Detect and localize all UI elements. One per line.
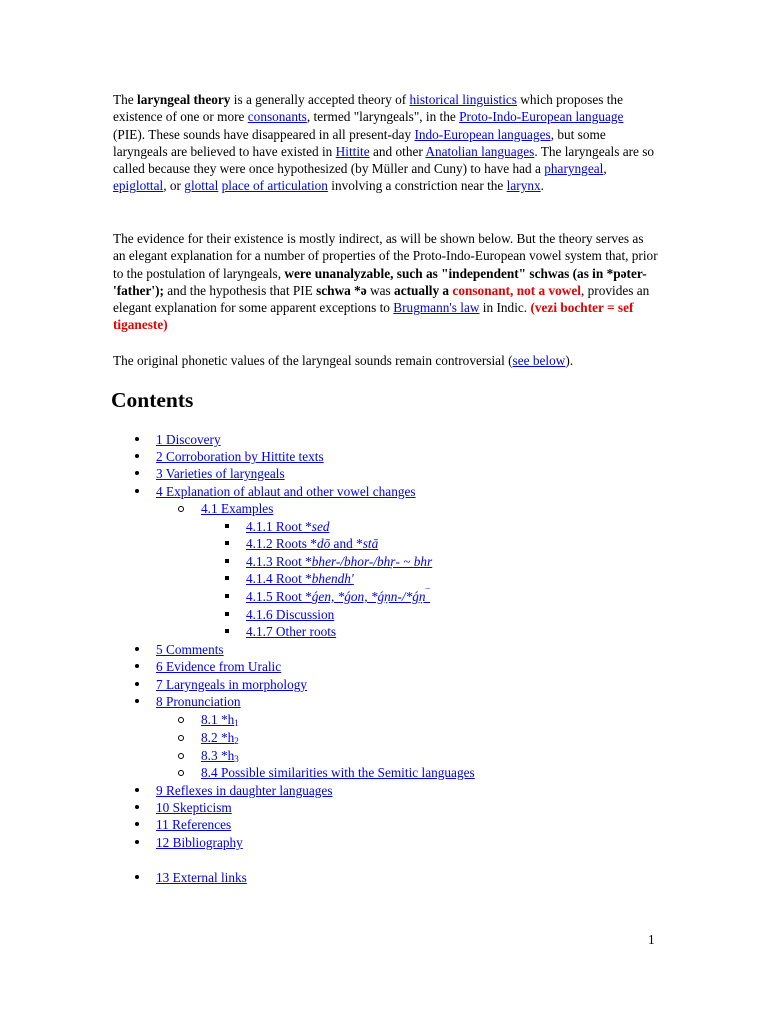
link-indo-european-languages[interactable]: Indo-European languages xyxy=(414,126,551,142)
toc-link-ablaut[interactable]: 4 Explanation of ablaut and other vowel changes xyxy=(156,484,416,499)
bullet-icon xyxy=(135,822,139,826)
text: ). xyxy=(565,353,574,368)
bullet-icon xyxy=(135,840,139,844)
toc-label: 8.3 *h xyxy=(201,748,235,763)
bullet-icon xyxy=(135,875,139,879)
text: (PIE). These sounds have disappeared in all present-day xyxy=(113,126,415,142)
bullet-icon xyxy=(135,454,139,458)
square-bullet-icon xyxy=(225,629,229,633)
text: , xyxy=(603,161,607,177)
link-larynx[interactable]: larynx xyxy=(506,178,541,194)
toc-link-comments[interactable]: 5 Comments xyxy=(156,642,224,657)
toc-label: and * xyxy=(330,536,363,551)
toc-label-italic: stā xyxy=(362,536,379,551)
link-historical-linguistics[interactable]: historical linguistics xyxy=(409,92,517,107)
toc-link-root-bhendh[interactable] xyxy=(246,570,354,587)
link-anatolian-languages[interactable]: Anatolian languages xyxy=(425,143,535,159)
square-bullet-icon xyxy=(225,541,229,545)
toc-label-italic: dō xyxy=(316,536,331,551)
toc-link-semitic[interactable]: 8.4 Possible similarities with the Semitic languages xyxy=(201,765,475,780)
toc-link-other-roots[interactable]: 4.1.7 Other roots xyxy=(246,624,337,639)
text: , termed "laryngeals", in the xyxy=(306,109,460,125)
page-number: 1 xyxy=(648,932,655,947)
link-see-below[interactable]: see below xyxy=(512,353,566,368)
circle-bullet-icon xyxy=(178,753,184,759)
text: . xyxy=(540,178,544,194)
square-bullet-icon xyxy=(225,559,229,563)
toc-label-subscript: 3 xyxy=(234,754,239,764)
red-note: (vezi bochter = sef tiganeste) xyxy=(113,300,634,333)
text: and the hypothesis that PIE xyxy=(163,282,317,298)
toc-link-h2[interactable] xyxy=(201,729,239,746)
circle-bullet-icon xyxy=(178,770,184,776)
square-bullet-icon xyxy=(225,524,229,528)
toc-link-root-sed[interactable] xyxy=(246,518,330,535)
toc-label: 8.2 *h xyxy=(201,730,235,745)
toc-label: 4.1.4 Root * xyxy=(246,571,312,586)
bullet-icon xyxy=(135,805,139,809)
link-hittite[interactable]: Hittite xyxy=(335,143,370,159)
text: The xyxy=(113,92,137,107)
intro-paragraph xyxy=(113,91,658,195)
toc-label-subscript: 1 xyxy=(234,718,239,728)
bold-text: actually a xyxy=(394,282,450,298)
circle-bullet-icon xyxy=(178,717,184,723)
toc-link-references[interactable]: 11 References xyxy=(156,817,232,832)
toc-label-italic: - ~ bhr xyxy=(395,554,433,569)
bullet-icon xyxy=(135,682,139,686)
toc-link-root-bher[interactable] xyxy=(246,553,432,570)
toc-label-italic: ṛ xyxy=(390,554,396,569)
toc-link-bibliography[interactable]: 12 Bibliography xyxy=(156,835,243,850)
square-bullet-icon xyxy=(225,594,229,598)
link-epiglottal[interactable]: epiglottal xyxy=(113,178,164,194)
toc-link-discovery[interactable]: 1 Discovery xyxy=(156,432,221,447)
bold-text: schwa *ə xyxy=(316,282,367,298)
link-glottal[interactable]: glottal xyxy=(184,178,219,194)
toc-link-root-gen[interactable] xyxy=(246,588,430,605)
toc-label-italic: sed xyxy=(311,519,330,534)
link-consonants[interactable]: consonants xyxy=(247,109,307,125)
text: . The laryngeals are so called because they were once hypothesized (by Müller and Cuny) to have had a xyxy=(113,143,655,177)
bullet-icon xyxy=(135,647,139,651)
toc-link-morphology[interactable]: 7 Laryngeals in morphology xyxy=(156,677,308,692)
bold-text: were unanalyzable, such as "independent" schwas (as in *pəter- 'father'); xyxy=(113,265,647,298)
toc-link-corroboration[interactable]: 2 Corroboration by Hittite texts xyxy=(156,449,324,464)
toc-label: 8.1 *h xyxy=(201,712,235,727)
text: , but some laryngeals are believed to have existed in xyxy=(113,126,606,159)
text: The original phonetic values of the laryngeal sounds remain controversial ( xyxy=(113,353,513,368)
text: The evidence for their existence is mostly indirect, as will be shown below. But the theory serves as an elegant explanation for a number of properties of the Proto-Indo-European vowel system that, prior to the postulation of laryngeals, xyxy=(113,231,658,281)
bullet-icon xyxy=(135,471,139,475)
link-proto-indo-european[interactable]: Proto-Indo-European language xyxy=(459,109,624,125)
text: , or xyxy=(163,178,185,194)
evidence-paragraph xyxy=(113,230,658,334)
toc-link-roots-do-sta[interactable] xyxy=(246,535,378,552)
toc-label-italic: bhendh' xyxy=(311,571,354,586)
text: , provides an elegant explanation for some apparent exceptions to xyxy=(113,282,650,316)
toc-label-subscript: 2 xyxy=(234,736,239,746)
text: was xyxy=(366,282,395,298)
bullet-icon xyxy=(135,788,139,792)
text: involving a constriction near the xyxy=(327,178,507,194)
bullet-icon xyxy=(135,437,139,441)
red-emphasis: consonant, not a vowel xyxy=(452,282,581,298)
toc-label-italic: bher-/bhor-/bh xyxy=(311,554,391,569)
contents-heading: Contents xyxy=(111,388,194,412)
link-pharyngeal[interactable]: pharyngeal xyxy=(544,161,604,177)
square-bullet-icon xyxy=(225,576,229,580)
toc-link-varieties[interactable]: 3 Varieties of laryngeals xyxy=(156,466,285,481)
toc-link-examples[interactable]: 4.1 Examples xyxy=(201,501,274,516)
toc-link-uralic[interactable]: 6 Evidence from Uralic xyxy=(156,659,282,674)
toc-label-italic: ǵen, *ǵon, *ǵṇn-/*ǵṇ xyxy=(311,589,426,604)
toc-label-superscript: ¯ xyxy=(425,587,431,598)
circle-bullet-icon xyxy=(178,735,184,741)
toc-label: 4.1.3 Root * xyxy=(246,554,312,569)
link-place-of-articulation[interactable]: place of articulation xyxy=(221,178,328,194)
text: and other xyxy=(369,143,426,159)
toc-link-h3[interactable] xyxy=(201,747,239,764)
toc-label: 4.1.1 Root * xyxy=(246,519,312,534)
bullet-icon xyxy=(135,699,139,703)
square-bullet-icon xyxy=(225,612,229,616)
toc-link-discussion[interactable]: 4.1.6 Discussion xyxy=(246,607,335,622)
toc-link-reflexes[interactable]: 9 Reflexes in daughter languages xyxy=(156,783,333,798)
phonetic-paragraph xyxy=(113,352,658,369)
text: in Indic. xyxy=(479,300,531,316)
toc-link-external-links[interactable]: 13 External links xyxy=(156,870,247,885)
toc-label: 4.1.5 Root * xyxy=(246,589,312,604)
bullet-icon xyxy=(135,664,139,668)
text: which proposes the existence of one or more xyxy=(113,92,623,125)
toc-link-h1[interactable] xyxy=(201,711,239,728)
toc-link-skepticism[interactable]: 10 Skepticism xyxy=(156,800,232,815)
text: is a generally accepted theory of xyxy=(230,92,410,107)
toc-link-pronunciation[interactable]: 8 Pronunciation xyxy=(156,694,241,709)
bullet-icon xyxy=(135,489,139,493)
toc-label: 4.1.2 Roots * xyxy=(246,536,317,551)
bold-term: laryngeal theory xyxy=(137,92,231,107)
circle-bullet-icon xyxy=(178,506,184,512)
link-brugmanns-law[interactable]: Brugmann's law xyxy=(393,300,480,316)
